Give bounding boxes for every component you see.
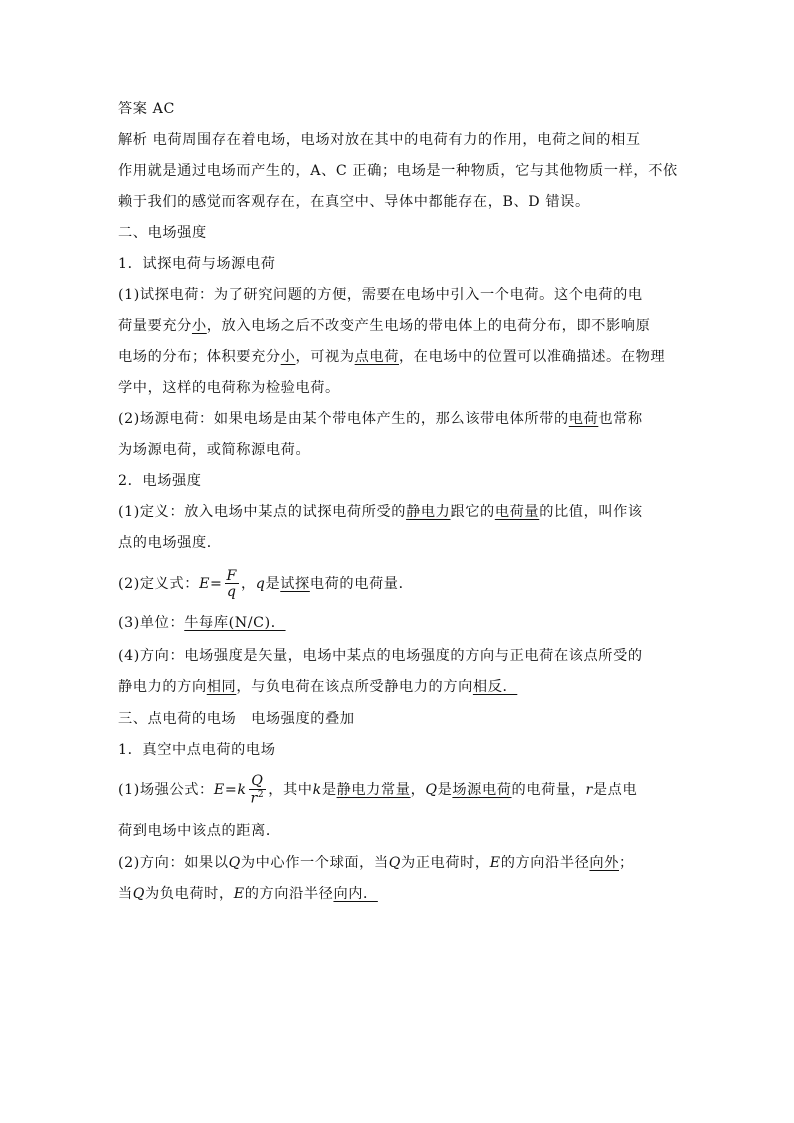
test-charge-para-1: (1)试探电荷：为了研究问题的方便，需要在电场中引入一个电荷。这个电荷的电 <box>118 287 643 303</box>
underline-answer: 静电力 <box>406 504 451 520</box>
field-formula-line-2: 荷到电场中该点的距离． <box>118 823 281 839</box>
section-2-heading: 二、电场强度 <box>118 225 207 241</box>
underline-answer: 静电力常量 <box>336 782 411 798</box>
fraction-f-over-q: $\frac{F}{q}$ <box>226 567 237 600</box>
underline-answer: 小 <box>280 349 296 365</box>
underline-answer: 电荷量 <box>494 504 540 520</box>
unit-line: (3)单位：牛每库(N/C)． <box>118 615 286 631</box>
section-3-heading: 三、点电荷的电场 电场强度的叠加 <box>118 711 355 727</box>
field-direction-line-1: (2)方向：如果以Q为中心作一个球面，当Q为正电荷时，E的方向沿半径向外； <box>118 855 634 871</box>
direction-line-2: 静电力的方向相同，与负电荷在该点所受静电力的方向相反． <box>118 679 518 695</box>
underline-answer: 点电荷 <box>354 349 399 365</box>
answer-line: 答案 AC <box>118 101 175 117</box>
definition-line-2: 点的电场强度． <box>118 535 222 551</box>
section-2-2-heading: 2．电场强度 <box>118 473 202 489</box>
definition-line-1: (1)定义：放入电场中某点的试探电荷所受的静电力跟它的电荷量的比值，叫作该 <box>118 504 643 520</box>
underline-answer: 牛每库(N/C)． <box>184 615 286 631</box>
underline-answer: 试探 <box>280 576 310 592</box>
section-3-1-heading: 1．真空中点电荷的电场 <box>118 742 276 758</box>
underline-answer: 相反． <box>472 679 518 695</box>
underline-answer: 电荷 <box>568 411 599 427</box>
section-2-1-heading: 1．试探电荷与场源电荷 <box>118 256 276 272</box>
test-charge-para-3: 电场的分布；体积要充分小，可视为点电荷，在电场中的位置可以准确描述。在物理 <box>118 349 666 365</box>
analysis-line-1: 解析 电荷周围存在着电场，电场对放在其中的电荷有力的作用，电荷之间的相互 <box>118 132 641 148</box>
definition-formula-line: (2)定义式：E= $\frac{F}{q}$ ，q是试探电荷的电荷量． <box>118 567 414 600</box>
source-charge-para-1: (2)场源电荷：如果电场是由某个带电体产生的，那么该带电体所带的电荷也常称 <box>118 411 643 427</box>
field-formula-line: (1)场强公式：E=k $\frac{Q}{r^2}$ ，其中k是静电力常量，Q是场源电荷的电荷量，r是点电 <box>118 773 638 807</box>
underline-answer: 场源电荷 <box>452 782 512 798</box>
test-charge-para-4: 学中，这样的电荷称为检验电荷。 <box>118 380 340 396</box>
analysis-line-2: 作用就是通过电场而产生的，A、C 正确；电场是一种物质，它与其他物质一样，不依 <box>118 163 678 179</box>
direction-line-1: (4)方向：电场强度是矢量，电场中某点的电场强度的方向与正电荷在该点所受的 <box>118 648 643 664</box>
underline-answer: 向内． <box>333 886 378 902</box>
source-charge-para-2: 为场源电荷，或简称源电荷。 <box>118 442 311 458</box>
underline-answer: 向外 <box>589 855 619 871</box>
analysis-line-3: 赖于我们的感觉而客观存在，在真空中、导体中都能存在，B、D 错误。 <box>118 194 590 210</box>
fraction-q-over-r-squared: $\frac{Q}{r^2}$ <box>250 773 265 807</box>
field-direction-line-2: 当Q为负电荷时，E的方向沿半径向内． <box>118 886 378 902</box>
underline-answer: 小 <box>191 318 207 334</box>
underline-answer: 相同 <box>206 679 237 695</box>
test-charge-para-2: 荷量要充分小，放入电场之后不改变产生电场的带电体上的电荷分布，即不影响原 <box>118 318 651 334</box>
